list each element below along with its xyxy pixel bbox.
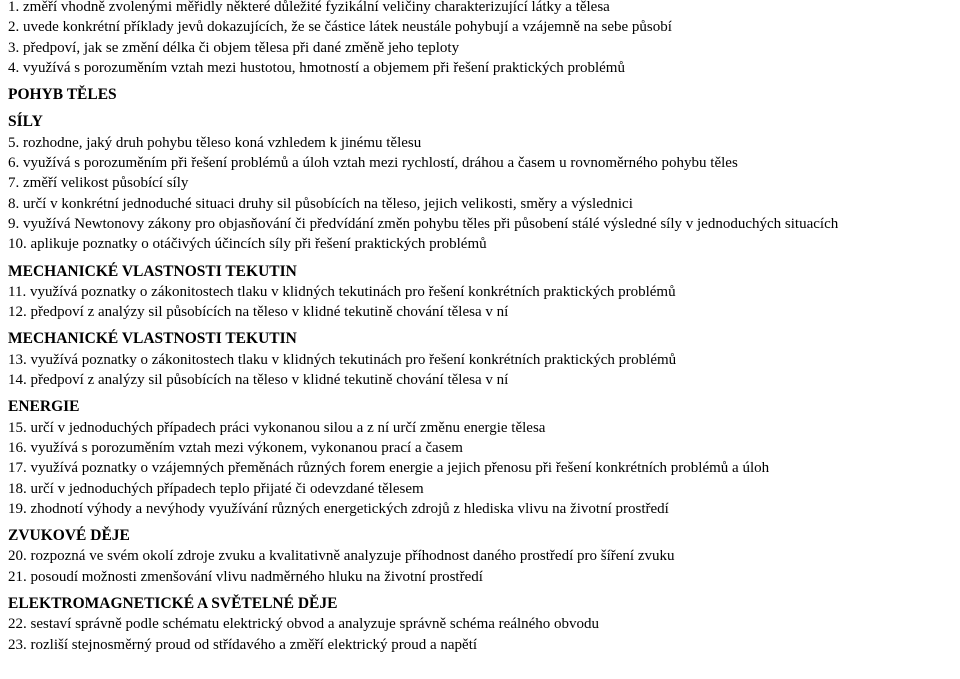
item-number: 16. xyxy=(8,439,27,456)
section-elektro xyxy=(8,594,958,655)
list-item xyxy=(8,214,958,234)
item-text: využívá poznatky o zákonitostech tlaku v klidných tekutinách pro řešení konkrétních praktických problémů xyxy=(30,351,677,368)
item-text: předpoví z analýzy sil působících na těleso v klidné tekutině chování tělesa v ní xyxy=(30,372,509,389)
item-number: 3. xyxy=(8,39,20,56)
item-text: určí v jednoduchých případech práci vykonanou silou a z ní určí změnu energie tělesa xyxy=(30,419,546,436)
item-text: využívá Newtonovy zákony pro objasňování či předvídání změn pohybu těles při působení stálé výsledné síly v jednoduchých situacích xyxy=(23,215,839,232)
section-energie xyxy=(8,397,958,519)
item-number: 14. xyxy=(8,372,27,389)
item-number: 23. xyxy=(8,636,27,653)
item-number: 9. xyxy=(8,215,20,232)
list-item xyxy=(8,370,958,390)
section-heading-tekutiny-1: MECHANICKÉ VLASTNOSTI TEKUTIN xyxy=(8,262,297,280)
item-text: rozhodne, jaký druh pohybu těleso koná vzhledem k jinému tělesu xyxy=(23,134,422,151)
list-item xyxy=(8,546,958,566)
item-number: 21. xyxy=(8,568,27,585)
item-text: určí v jednoduchých případech teplo přijaté či odevzdané tělesem xyxy=(30,480,424,497)
item-text: předpoví, jak se změní délka či objem tělesa při dané změně jeho teploty xyxy=(23,39,460,56)
section-heading-energie: ENERGIE xyxy=(8,398,80,416)
list-item xyxy=(8,0,958,17)
section-heading-zvuk: ZVUKOVÉ DĚJE xyxy=(8,527,130,545)
list-item xyxy=(8,282,958,302)
item-text: změří velikost působící síly xyxy=(23,175,189,192)
section-sily xyxy=(8,112,958,254)
section-heading-sily: SÍLY xyxy=(8,113,43,131)
list-item xyxy=(8,614,958,634)
section-heading-tekutiny-2: MECHANICKÉ VLASTNOSTI TEKUTIN xyxy=(8,330,297,348)
list-item xyxy=(8,194,958,214)
list-item xyxy=(8,458,958,478)
list-item xyxy=(8,234,958,254)
item-number: 10. xyxy=(8,236,27,253)
section-tekutiny-2 xyxy=(8,329,958,390)
item-text: využívá s porozuměním při řešení problémů a úloh vztah mezi rychlostí, dráhou a časem u rovnoměrného pohybu těles xyxy=(23,155,738,172)
item-number: 20. xyxy=(8,548,27,565)
item-text: určí v konkrétní jednoduché situaci druhy sil působících na těleso, jejich velikosti, směry a výslednici xyxy=(23,195,633,212)
item-number: 4. xyxy=(8,59,20,76)
section-zvuk xyxy=(8,526,958,587)
item-number: 19. xyxy=(8,500,27,517)
list-item xyxy=(8,58,958,78)
list-item xyxy=(8,438,958,458)
list-item xyxy=(8,567,958,587)
list-item xyxy=(8,302,958,322)
item-text: změří vhodně zvolenými měřidly některé důležité fyzikální veličiny charakterizující látky a tělesa xyxy=(23,0,610,15)
item-text: rozpozná ve svém okolí zdroje zvuku a kvalitativně analyzuje příhodnost daného prostředí pro šíření zvuku xyxy=(30,548,675,565)
list-item xyxy=(8,173,958,193)
list-item xyxy=(8,133,958,153)
item-text: využívá s porozuměním vztah mezi hustotou, hmotností a objemem při řešení praktických problémů xyxy=(23,59,625,76)
item-text: sestaví správně podle schématu elektrický obvod a analyzuje správně schéma reálného obvodu xyxy=(30,616,600,633)
item-text: využívá poznatky o vzájemných přeměnách různých forem energie a jejich přenosu při řešení konkrétních problémů a úloh xyxy=(30,460,770,477)
item-number: 7. xyxy=(8,175,20,192)
section-heading-pohyb: POHYB TĚLES xyxy=(8,86,117,104)
item-number: 11. xyxy=(8,283,27,300)
item-number: 17. xyxy=(8,460,27,477)
item-number: 6. xyxy=(8,155,20,172)
item-number: 15. xyxy=(8,419,27,436)
list-item xyxy=(8,499,958,519)
item-text: využívá poznatky o zákonitostech tlaku v klidných tekutinách pro řešení konkrétních praktických problémů xyxy=(29,283,676,300)
item-text: posoudí možnosti zmenšování vlivu nadměrného hluku na životní prostředí xyxy=(30,568,483,585)
section-intro xyxy=(8,0,958,78)
list-item xyxy=(8,479,958,499)
item-text: rozliší stejnosměrný proud od střídavého a změří elektrický proud a napětí xyxy=(30,636,478,653)
list-item xyxy=(8,153,958,173)
item-number: 13. xyxy=(8,351,27,368)
list-item xyxy=(8,350,958,370)
item-text: využívá s porozuměním vztah mezi výkonem, vykonanou prací a časem xyxy=(30,439,463,456)
item-number: 12. xyxy=(8,304,27,321)
item-text: předpoví z analýzy sil působících na těleso v klidné tekutině chování tělesa v ní xyxy=(30,304,509,321)
list-item xyxy=(8,17,958,37)
list-item xyxy=(8,38,958,58)
list-item xyxy=(8,635,958,655)
document-body xyxy=(8,0,958,655)
item-number: 8. xyxy=(8,195,20,212)
item-number: 5. xyxy=(8,134,20,151)
item-text: zhodnotí výhody a nevýhody využívání různých energetických zdrojů z hlediska vlivu na životní prostředí xyxy=(30,500,669,517)
list-item xyxy=(8,418,958,438)
item-number: 2. xyxy=(8,19,20,36)
item-number: 18. xyxy=(8,480,27,497)
item-text: uvede konkrétní příklady jevů dokazujících, že se částice látek neustále pohybují a vzájemně na sebe působí xyxy=(23,19,672,36)
item-number: 1. xyxy=(8,0,20,15)
section-heading-elektro: ELEKTROMAGNETICKÉ A SVĚTELNÉ DĚJE xyxy=(8,595,338,613)
item-text: aplikuje poznatky o otáčivých účincích síly při řešení praktických problémů xyxy=(30,236,487,253)
section-tekutiny-1 xyxy=(8,262,958,323)
item-number: 22. xyxy=(8,616,27,633)
